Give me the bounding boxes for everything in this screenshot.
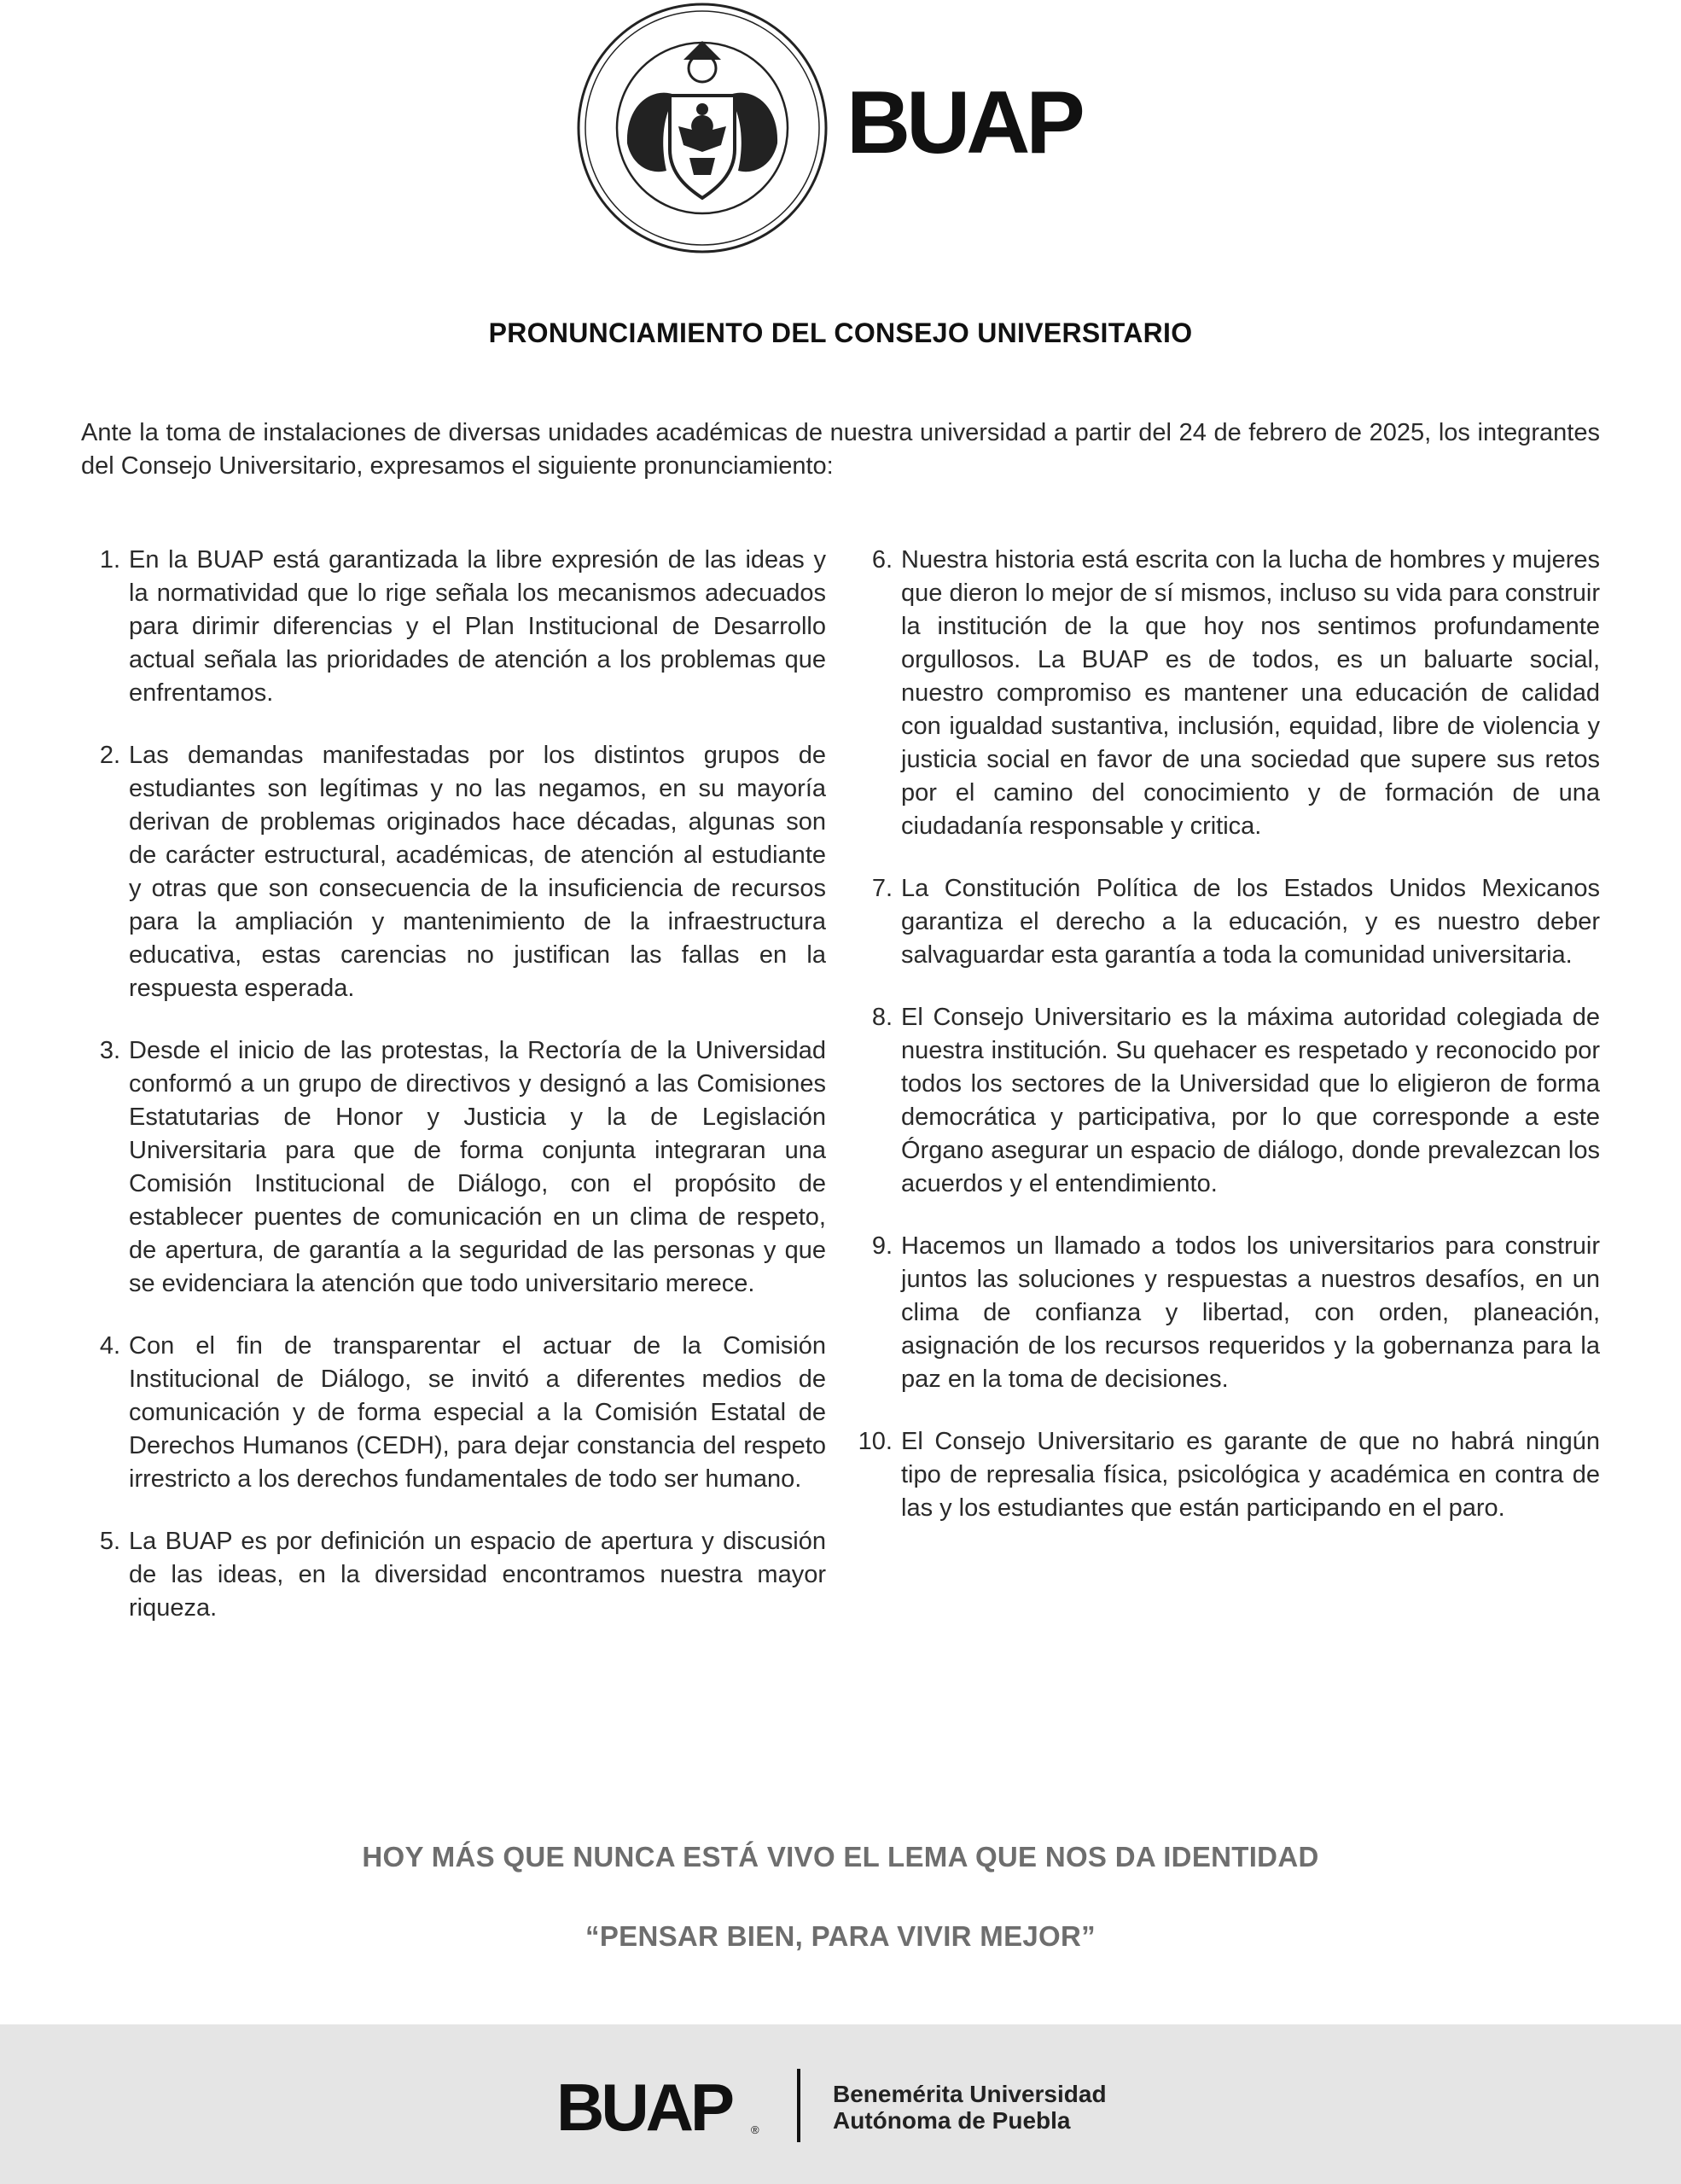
footer-name-line-2: Autónoma de Puebla xyxy=(833,2107,1071,2134)
footer-university-name xyxy=(833,2081,1107,2134)
list-item xyxy=(853,872,1600,972)
item-number: 10. xyxy=(858,1428,893,1455)
item-number: 8. xyxy=(871,1004,893,1031)
item-number: 3. xyxy=(99,1037,120,1064)
motto-line-2: “PENSAR BIEN, PARA VIVIR MEJOR” xyxy=(585,1920,1096,1952)
item-text: La Constitución Política de los Estados Unidos Mexicanos garantiza el derecho a la educación, y es nuestro deber salvaguardar esta garantía a toda la comunidad universitaria. xyxy=(901,875,1600,969)
buap-logo: BUAP xyxy=(846,73,1081,172)
item-number: 9. xyxy=(871,1232,893,1260)
item-text: El Consejo Universitario es garante de que no habrá ningún tipo de represalia física, psicológica y académica en contra de las y los estudiantes que están participando en el paro. xyxy=(901,1428,1600,1522)
item-number: 2. xyxy=(99,742,120,769)
page-footer xyxy=(0,2024,1681,2184)
item-text: La BUAP es por definición un espacio de apertura y discusión de las ideas, en la diversidad encontramos nuestra mayor riqueza. xyxy=(129,1528,826,1622)
page-header xyxy=(0,0,1681,273)
footer-name-line-1: Benemérita Universidad xyxy=(833,2081,1107,2107)
list-item xyxy=(853,544,1600,843)
registered-mark: ® xyxy=(751,2123,759,2136)
list-item xyxy=(853,1425,1600,1525)
list-item xyxy=(81,1034,826,1301)
list-item xyxy=(81,739,826,1005)
item-number: 6. xyxy=(871,546,893,574)
item-text: Desde el inicio de las protestas, la Rectoría de la Universidad conformó a un grupo de directivos y designó a las Comisiones Estatutarias de Honor y Justicia y la de Legislación Universitaria para que de forma conjunta integraran una Comisión Institucional de Diálogo, con el propósito de establecer puentes de comunicación en un clima de respeto, de apertura, de garantía a la seguridad de las personas y que se evidenciara la atención que todo universitario merece. xyxy=(129,1037,826,1297)
item-number: 7. xyxy=(871,875,893,902)
item-text: Con el fin de transparentar el actuar de la Comisión Institucional de Diálogo, se invitó a diferentes medios de comunicación y de forma especial a la Comisión Estatal de Derechos Humanos (CEDH), para dejar constancia del respeto irrestricto a los derechos fundamentales de todo ser humano. xyxy=(129,1332,826,1493)
item-number: 1. xyxy=(99,546,120,574)
item-number: 5. xyxy=(99,1528,120,1555)
item-text: Hacemos un llamado a todos los universitarios para construir juntos las soluciones y respuestas a nuestros desafíos, en un clima de confianza y libertad, con orden, planeación, asignación de los recursos requeridos y la gobernanza para la paz en la toma de decisiones. xyxy=(901,1232,1600,1393)
item-text: Las demandas manifestadas por los distintos grupos de estudiantes son legítimas y no las negamos, en su mayoría derivan de problemas originados hace décadas, algunas son de carácter estructural, académicas, de atención al estudiante y otras que son consecuencia de la insuficiencia de recursos para la ampliación y mantenimiento de la infraestructura educativa, estas carencias no justifican las fallas en la respuesta esperada. xyxy=(129,742,826,1002)
motto-line-1: HOY MÁS QUE NUNCA ESTÁ VIVO EL LEMA QUE NOS DA IDENTIDAD xyxy=(362,1841,1319,1872)
item-number: 4. xyxy=(99,1332,120,1360)
list-item xyxy=(81,1330,826,1496)
intro-paragraph: Ante la toma de instalaciones de diversas unidades académicas de nuestra universidad a partir del 24 de febrero de 2025, los integrantes del Consejo Universitario, expresamos el siguiente pronunciamiento: xyxy=(81,419,1600,480)
right-column xyxy=(853,544,1600,1554)
university-seal-icon xyxy=(574,0,830,256)
document-title: PRONUNCIAMIENTO DEL CONSEJO UNIVERSITARIO xyxy=(488,317,1193,348)
footer-divider xyxy=(797,2069,800,2142)
footer-buap-logo: BUAP xyxy=(556,2070,732,2145)
list-item xyxy=(81,544,826,710)
item-text: El Consejo Universitario es la máxima autoridad colegiada de nuestra institución. Su quehacer es respetado y reconocido por todos los sectores de la Universidad que lo eligieron de forma democrática y participativa, por lo que corresponde a este Órgano asegurar un espacio de diálogo, donde prevalezcan los acuerdos y el entendimiento. xyxy=(901,1004,1600,1197)
list-item xyxy=(81,1525,826,1625)
item-text: En la BUAP está garantizada la libre expresión de las ideas y la normatividad que lo rige señala los mecanismos adecuados para dirimir diferencias y el Plan Institucional de Desarrollo actual señala las prioridades de atención a los problemas que enfrentamos. xyxy=(129,546,826,707)
list-item xyxy=(853,1230,1600,1396)
item-text: Nuestra historia está escrita con la lucha de hombres y mujeres que dieron lo mejor de sí mismos, incluso su vida para construir la institución de la que hoy nos sentimos profundamente orgullosos. La BUAP es de todos, es un baluarte social, nuestro compromiso es mantener una educación de calidad con igualdad sustantiva, inclusión, equidad, libre de violencia y justicia social en favor de una sociedad que supere sus retos por el camino del conocimiento y de formación de una ciudadanía responsable y critica. xyxy=(901,546,1600,840)
list-item xyxy=(853,1001,1600,1201)
left-column xyxy=(81,544,826,1654)
